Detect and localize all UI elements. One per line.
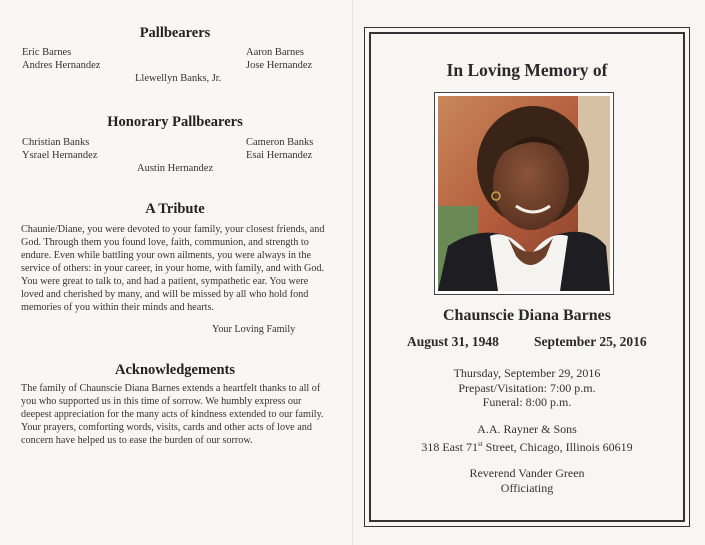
pallbearer-name: Andres Hernandez bbox=[22, 60, 101, 71]
death-date: September 25, 2016 bbox=[534, 334, 647, 349]
honorary-pallbearers-heading: Honorary Pallbearers bbox=[107, 114, 243, 130]
acknowledgement-line: The family of Chaunscie Diana Barnes extends a heartfelt thanks to all of bbox=[21, 383, 321, 394]
venue-address bbox=[369, 437, 685, 455]
service-details bbox=[369, 366, 685, 410]
venue-name: A.A. Rayner & Sons bbox=[477, 422, 577, 436]
tribute-line: loved and cherished by many, and will be missed by all who hold fond bbox=[21, 289, 309, 300]
pallbearer-name: Aaron Barnes bbox=[246, 47, 305, 58]
honorary-pallbearer-name: Christian Banks bbox=[22, 137, 90, 148]
tribute-paragraph bbox=[21, 223, 341, 314]
acknowledgement-line: you who supported us in this time of sorrow. We humbly express our bbox=[21, 396, 302, 407]
tribute-heading: A Tribute bbox=[145, 201, 205, 217]
pallbearer-name: Eric Barnes bbox=[22, 47, 72, 58]
acknowledgement-line: deepest appreciation for the many acts of kindness extended to our family. bbox=[21, 409, 324, 420]
tribute-line: You were great to talk to, and had a patient, sympathetic ear. You were bbox=[21, 276, 309, 287]
service-date: Thursday, September 29, 2016 bbox=[453, 366, 601, 380]
officiant-role: Officiating bbox=[500, 480, 554, 495]
venue-address-start: 318 East 71 bbox=[421, 439, 478, 454]
pallbearer-name: Jose Hernandez bbox=[246, 60, 313, 71]
portrait-photo bbox=[438, 96, 610, 291]
acknowledgements-paragraph bbox=[21, 382, 341, 447]
officiant-name: Reverend Vander Green bbox=[469, 466, 585, 480]
pallbearers-heading: Pallbearers bbox=[139, 25, 211, 41]
tribute-line: memories of you within their minds and hearts. bbox=[21, 302, 214, 313]
portrait-illustration bbox=[438, 96, 610, 291]
memorial-title: In Loving Memory of bbox=[446, 60, 608, 80]
venue-address-ordinal: st bbox=[478, 439, 483, 448]
honorary-pallbearer-name: Cameron Banks bbox=[246, 137, 314, 148]
acknowledgement-line: Your prayers, comforting words, visits, cards and other acts of love and bbox=[21, 422, 312, 433]
tribute-line: endure. Even while battling your own ailments, you were always in the bbox=[21, 250, 311, 261]
venue bbox=[369, 422, 685, 454]
funeral-time: Funeral: 8:00 p.m. bbox=[482, 395, 572, 409]
pallbearer-name: Llewellyn Banks, Jr. bbox=[135, 73, 222, 84]
honorary-pallbearer-name: Ysrael Hernandez bbox=[22, 150, 98, 161]
venue-address-end: Street, Chicago, Illinois 60619 bbox=[482, 439, 633, 454]
officiant bbox=[369, 466, 685, 495]
honorary-pallbearer-name: Austin Hernandez bbox=[137, 163, 214, 174]
acknowledgements-heading: Acknowledgements bbox=[114, 362, 236, 378]
tribute-line: Chaunie/Diane, you were devoted to your family, your closest friends, and bbox=[21, 224, 325, 235]
birth-date: August 31, 1948 bbox=[407, 334, 499, 349]
tribute-signature: Your Loving Family bbox=[212, 324, 296, 335]
visitation-time: Prepast/Visitation: 7:00 p.m. bbox=[458, 380, 596, 395]
page-fold bbox=[352, 0, 353, 545]
deceased-name: Chaunscie Diana Barnes bbox=[442, 307, 612, 324]
honorary-pallbearer-name: Esai Hernandez bbox=[246, 150, 313, 161]
tribute-line: God. Through them you found love, faith, communion, and strength to bbox=[21, 237, 309, 248]
acknowledgement-line: concern have helped us to ease the burden of our sorrow. bbox=[21, 435, 253, 446]
tribute-line: service of others: in your career, in your home, with family, and with God. bbox=[21, 263, 325, 274]
